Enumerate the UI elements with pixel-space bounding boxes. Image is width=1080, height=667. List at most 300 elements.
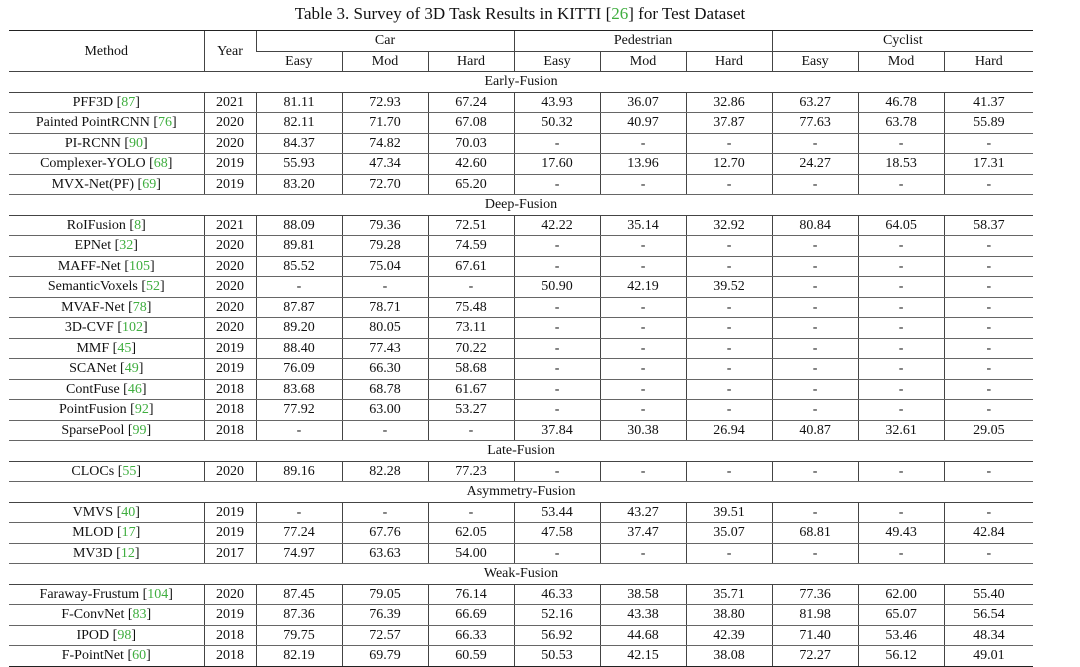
value-cell: -: [858, 543, 944, 564]
value-cell: 62.05: [428, 523, 514, 544]
value-cell: 53.27: [428, 400, 514, 421]
value-cell: -: [944, 400, 1033, 421]
year-cell: 2018: [204, 400, 256, 421]
value-cell: 56.12: [858, 646, 944, 667]
value-cell: 37.84: [514, 420, 600, 441]
value-cell: 72.51: [428, 215, 514, 236]
citation-link[interactable]: 104: [147, 586, 169, 602]
citation-close-bracket: ]: [135, 94, 140, 110]
value-cell: 35.07: [686, 523, 772, 544]
value-cell: -: [858, 277, 944, 298]
method-name: F-ConvNet: [61, 607, 125, 623]
citation-close-bracket: ]: [143, 135, 148, 151]
value-cell: 88.40: [256, 338, 342, 359]
year-cell: 2020: [204, 256, 256, 277]
year-cell: 2020: [204, 133, 256, 154]
header-year: Year: [204, 31, 256, 72]
value-cell: 87.36: [256, 605, 342, 626]
method-cell: [9, 461, 204, 482]
method-name: MVX-Net(PF): [51, 176, 135, 192]
method-cell: [9, 625, 204, 646]
value-cell: 72.57: [342, 625, 428, 646]
value-cell: 12.70: [686, 154, 772, 175]
value-cell: -: [858, 297, 944, 318]
value-cell: 83.20: [256, 174, 342, 195]
table-row: [9, 113, 1033, 134]
year-cell: 2019: [204, 338, 256, 359]
value-cell: -: [514, 133, 600, 154]
value-cell: 71.70: [342, 113, 428, 134]
value-cell: -: [944, 256, 1033, 277]
value-cell: 50.90: [514, 277, 600, 298]
value-cell: -: [514, 174, 600, 195]
value-cell: -: [944, 318, 1033, 339]
method-name: Painted PointRCNN: [35, 115, 150, 131]
method-cell: [9, 256, 204, 277]
caption-citation[interactable]: 26: [611, 4, 629, 23]
value-cell: 55.93: [256, 154, 342, 175]
citation-link[interactable]: 68: [153, 156, 168, 172]
value-cell: 87.45: [256, 584, 342, 605]
year-cell: 2020: [204, 461, 256, 482]
value-cell: -: [600, 338, 686, 359]
value-cell: 73.11: [428, 318, 514, 339]
value-cell: 44.68: [600, 625, 686, 646]
value-cell: 55.40: [944, 584, 1033, 605]
value-cell: 77.92: [256, 400, 342, 421]
value-cell: 76.09: [256, 359, 342, 380]
citation-link[interactable]: 46: [127, 381, 142, 397]
value-cell: 67.61: [428, 256, 514, 277]
value-cell: 70.22: [428, 338, 514, 359]
method-name: IPOD: [76, 627, 110, 643]
header-pedestrian-mod: Mod: [600, 51, 686, 72]
value-cell: -: [600, 318, 686, 339]
value-cell: -: [858, 133, 944, 154]
header-car-hard: Hard: [428, 51, 514, 72]
value-cell: -: [600, 297, 686, 318]
value-cell: 72.70: [342, 174, 428, 195]
value-cell: -: [772, 461, 858, 482]
value-cell: 42.39: [686, 625, 772, 646]
value-cell: -: [944, 543, 1033, 564]
method-cell: [9, 277, 204, 298]
value-cell: 67.08: [428, 113, 514, 134]
value-cell: 43.38: [600, 605, 686, 626]
method-cell: [9, 338, 204, 359]
value-cell: 72.93: [342, 92, 428, 113]
caption-suffix: ] for Test Dataset: [628, 4, 746, 23]
citation-close-bracket: ]: [148, 402, 154, 418]
value-cell: 26.94: [686, 420, 772, 441]
value-cell: -: [858, 236, 944, 257]
method-name: EPNet: [74, 238, 112, 254]
citation-close-bracket: ]: [167, 156, 173, 172]
value-cell: 35.14: [600, 215, 686, 236]
citation-link[interactable]: 32: [119, 238, 134, 254]
citation-link[interactable]: 83: [132, 607, 147, 623]
value-cell: -: [772, 318, 858, 339]
value-cell: -: [514, 359, 600, 380]
value-cell: -: [772, 379, 858, 400]
citation-link[interactable]: 99: [132, 422, 147, 438]
citation-close-bracket: ]: [131, 627, 136, 643]
value-cell: 66.30: [342, 359, 428, 380]
value-cell: -: [600, 236, 686, 257]
citation-open-bracket: [: [109, 627, 118, 643]
citation-link[interactable]: 60: [132, 648, 147, 664]
year-cell: 2018: [204, 379, 256, 400]
value-cell: 75.48: [428, 297, 514, 318]
value-cell: 42.84: [944, 523, 1033, 544]
value-cell: -: [428, 420, 514, 441]
value-cell: 82.28: [342, 461, 428, 482]
year-cell: 2020: [204, 236, 256, 257]
value-cell: 50.32: [514, 113, 600, 134]
citation-link[interactable]: 78: [132, 299, 147, 315]
citation-close-bracket: ]: [143, 320, 148, 336]
citation-open-bracket: [: [116, 361, 125, 377]
method-name: PFF3D: [72, 94, 114, 110]
table-row: [9, 277, 1033, 298]
table-row: [9, 92, 1033, 113]
value-cell: 53.46: [858, 625, 944, 646]
value-cell: 66.69: [428, 605, 514, 626]
header-car-easy: Easy: [256, 51, 342, 72]
section-row: [9, 441, 1033, 462]
value-cell: 56.92: [514, 625, 600, 646]
citation-close-bracket: ]: [133, 238, 138, 254]
citation-link[interactable]: 105: [129, 258, 150, 274]
method-cell: [9, 605, 204, 626]
citation-open-bracket: [: [137, 279, 146, 295]
value-cell: 67.24: [428, 92, 514, 113]
value-cell: -: [944, 236, 1033, 257]
value-cell: 63.27: [772, 92, 858, 113]
value-cell: -: [772, 338, 858, 359]
method-name: MVAF-Net: [61, 299, 125, 315]
value-cell: -: [772, 277, 858, 298]
value-cell: 42.22: [514, 215, 600, 236]
citation-close-bracket: ]: [171, 115, 177, 131]
value-cell: 88.09: [256, 215, 342, 236]
value-cell: 64.05: [858, 215, 944, 236]
value-cell: 85.52: [256, 256, 342, 277]
section-row: [9, 195, 1033, 216]
citation-link[interactable]: 92: [134, 402, 149, 418]
value-cell: 40.87: [772, 420, 858, 441]
value-cell: -: [858, 461, 944, 482]
value-cell: 42.19: [600, 277, 686, 298]
citation-link[interactable]: 69: [142, 176, 157, 192]
value-cell: 53.44: [514, 502, 600, 523]
value-cell: 66.33: [428, 625, 514, 646]
table-row: [9, 625, 1033, 646]
method-name: F-PointNet: [61, 648, 124, 664]
header-cyclist-mod: Mod: [858, 51, 944, 72]
value-cell: -: [858, 400, 944, 421]
header-group-pedestrian: Pedestrian: [514, 31, 772, 52]
value-cell: 46.33: [514, 584, 600, 605]
value-cell: 47.58: [514, 523, 600, 544]
citation-open-bracket: [: [126, 402, 135, 418]
value-cell: 63.78: [858, 113, 944, 134]
value-cell: -: [772, 502, 858, 523]
method-name: MLOD: [72, 525, 114, 541]
results-table: [9, 30, 1033, 667]
value-cell: 37.87: [686, 113, 772, 134]
method-cell: [9, 154, 204, 175]
value-cell: -: [944, 133, 1033, 154]
citation-close-bracket: ]: [146, 607, 152, 623]
method-name: CLOCs: [71, 463, 115, 479]
value-cell: -: [686, 359, 772, 380]
value-cell: -: [772, 400, 858, 421]
value-cell: -: [514, 338, 600, 359]
citation-close-bracket: ]: [136, 463, 142, 479]
value-cell: 42.15: [600, 646, 686, 667]
section-row: [9, 564, 1033, 585]
citation-link[interactable]: 45: [117, 340, 132, 356]
citation-link[interactable]: 52: [145, 279, 160, 295]
year-cell: 2018: [204, 420, 256, 441]
value-cell: 76.39: [342, 605, 428, 626]
method-cell: [9, 318, 204, 339]
method-name: ContFuse: [65, 381, 120, 397]
year-cell: 2017: [204, 543, 256, 564]
citation-open-bracket: [: [125, 217, 135, 233]
table-row: [9, 420, 1033, 441]
value-cell: -: [858, 359, 944, 380]
header-group-cyclist: Cyclist: [772, 31, 1033, 52]
value-cell: -: [772, 256, 858, 277]
header-group-car: Car: [256, 31, 514, 52]
citation-link[interactable]: 17: [121, 525, 136, 541]
method-cell: [9, 543, 204, 564]
citation-close-bracket: ]: [141, 381, 147, 397]
value-cell: -: [428, 502, 514, 523]
value-cell: 81.98: [772, 605, 858, 626]
section-title: Early-Fusion: [9, 72, 1033, 93]
method-name: PI-RCNN: [64, 135, 121, 151]
value-cell: -: [772, 297, 858, 318]
citation-open-bracket: [: [113, 504, 122, 520]
value-cell: -: [944, 277, 1033, 298]
header-car-mod: Mod: [342, 51, 428, 72]
value-cell: -: [772, 543, 858, 564]
value-cell: -: [772, 236, 858, 257]
year-cell: 2020: [204, 297, 256, 318]
table-row: [9, 605, 1033, 626]
method-name: 3D-CVF: [64, 320, 114, 336]
value-cell: 38.58: [600, 584, 686, 605]
value-cell: -: [772, 133, 858, 154]
value-cell: 72.27: [772, 646, 858, 667]
table-row: [9, 379, 1033, 400]
value-cell: -: [514, 236, 600, 257]
citation-link[interactable]: 55: [122, 463, 137, 479]
section-title: Asymmetry-Fusion: [9, 482, 1033, 503]
citation-close-bracket: ]: [141, 217, 146, 233]
year-cell: 2019: [204, 523, 256, 544]
citation-link[interactable]: 40: [121, 504, 136, 520]
citation-link[interactable]: 90: [129, 135, 143, 151]
value-cell: -: [514, 543, 600, 564]
value-cell: 32.86: [686, 92, 772, 113]
value-cell: 77.63: [772, 113, 858, 134]
header-method: Method: [9, 31, 204, 72]
value-cell: -: [514, 400, 600, 421]
value-cell: 77.43: [342, 338, 428, 359]
value-cell: 42.60: [428, 154, 514, 175]
value-cell: 43.27: [600, 502, 686, 523]
value-cell: 46.78: [858, 92, 944, 113]
citation-close-bracket: ]: [146, 422, 152, 438]
citation-link[interactable]: 98: [117, 627, 132, 643]
citation-close-bracket: ]: [150, 258, 155, 274]
value-cell: 74.59: [428, 236, 514, 257]
value-cell: -: [600, 400, 686, 421]
citation-close-bracket: ]: [138, 361, 144, 377]
value-cell: 30.38: [600, 420, 686, 441]
citation-open-bracket: [: [120, 135, 129, 151]
citation-close-bracket: ]: [146, 648, 151, 664]
value-cell: -: [428, 277, 514, 298]
value-cell: -: [686, 133, 772, 154]
citation-open-bracket: [: [123, 648, 133, 664]
value-cell: -: [514, 379, 600, 400]
value-cell: 38.08: [686, 646, 772, 667]
table-row: [9, 338, 1033, 359]
citation-link[interactable]: 12: [120, 545, 135, 561]
citation-link[interactable]: 102: [122, 320, 143, 336]
year-cell: 2020: [204, 113, 256, 134]
value-cell: -: [686, 174, 772, 195]
year-cell: 2021: [204, 215, 256, 236]
method-cell: [9, 92, 204, 113]
citation-link[interactable]: 49: [124, 361, 139, 377]
citation-open-bracket: [: [124, 607, 133, 623]
method-name: Faraway-Frustum: [39, 586, 140, 602]
value-cell: 74.97: [256, 543, 342, 564]
value-cell: -: [514, 256, 600, 277]
value-cell: -: [858, 318, 944, 339]
value-cell: -: [686, 400, 772, 421]
year-cell: 2020: [204, 277, 256, 298]
citation-link[interactable]: 87: [121, 94, 136, 110]
citation-link[interactable]: 8: [134, 217, 142, 233]
value-cell: 70.03: [428, 133, 514, 154]
value-cell: -: [600, 256, 686, 277]
value-cell: 79.75: [256, 625, 342, 646]
method-cell: [9, 646, 204, 667]
method-name: SCANet: [69, 361, 117, 377]
value-cell: 52.16: [514, 605, 600, 626]
year-cell: 2018: [204, 625, 256, 646]
value-cell: 29.05: [944, 420, 1033, 441]
value-cell: 62.00: [858, 584, 944, 605]
value-cell: -: [858, 502, 944, 523]
table-body: [9, 72, 1033, 667]
section-title: Weak-Fusion: [9, 564, 1033, 585]
value-cell: -: [944, 338, 1033, 359]
value-cell: -: [600, 461, 686, 482]
value-cell: -: [600, 543, 686, 564]
value-cell: 77.24: [256, 523, 342, 544]
citation-link[interactable]: 76: [157, 115, 172, 131]
citation-close-bracket: ]: [156, 176, 161, 192]
value-cell: 78.71: [342, 297, 428, 318]
value-cell: -: [686, 256, 772, 277]
table-row: [9, 502, 1033, 523]
value-cell: 82.19: [256, 646, 342, 667]
citation-close-bracket: ]: [135, 525, 141, 541]
value-cell: -: [686, 379, 772, 400]
table-row: [9, 523, 1033, 544]
value-cell: 74.82: [342, 133, 428, 154]
value-cell: 13.96: [600, 154, 686, 175]
value-cell: 65.20: [428, 174, 514, 195]
table-row: [9, 461, 1033, 482]
value-cell: -: [686, 318, 772, 339]
value-cell: 65.07: [858, 605, 944, 626]
method-name: Complexer-YOLO: [40, 156, 146, 172]
value-cell: 18.53: [858, 154, 944, 175]
value-cell: 58.37: [944, 215, 1033, 236]
table-row: [9, 154, 1033, 175]
value-cell: -: [944, 502, 1033, 523]
value-cell: 32.92: [686, 215, 772, 236]
table-row: [9, 318, 1033, 339]
method-cell: [9, 297, 204, 318]
value-cell: 61.67: [428, 379, 514, 400]
value-cell: 84.37: [256, 133, 342, 154]
method-cell: [9, 523, 204, 544]
value-cell: 37.47: [600, 523, 686, 544]
value-cell: 56.54: [944, 605, 1033, 626]
value-cell: 67.76: [342, 523, 428, 544]
value-cell: -: [858, 256, 944, 277]
method-name: RoIFusion: [66, 217, 126, 233]
method-cell: [9, 359, 204, 380]
table-row: [9, 646, 1033, 667]
value-cell: 48.34: [944, 625, 1033, 646]
section-title: Late-Fusion: [9, 441, 1033, 462]
value-cell: -: [600, 379, 686, 400]
year-cell: 2019: [204, 174, 256, 195]
header-cyclist-easy: Easy: [772, 51, 858, 72]
citation-open-bracket: [: [145, 156, 154, 172]
value-cell: 40.97: [600, 113, 686, 134]
table-row: [9, 236, 1033, 257]
citation-open-bracket: [: [112, 545, 121, 561]
method-cell: [9, 584, 204, 605]
value-cell: -: [686, 297, 772, 318]
citation-open-bracket: [: [124, 299, 133, 315]
value-cell: 50.53: [514, 646, 600, 667]
citation-open-bracket: [: [111, 238, 120, 254]
value-cell: -: [600, 174, 686, 195]
value-cell: -: [514, 461, 600, 482]
value-cell: 79.05: [342, 584, 428, 605]
method-name: SemanticVoxels: [47, 279, 138, 295]
method-cell: [9, 133, 204, 154]
year-cell: 2020: [204, 584, 256, 605]
header-cyclist-hard: Hard: [944, 51, 1033, 72]
value-cell: 63.00: [342, 400, 428, 421]
value-cell: 76.14: [428, 584, 514, 605]
citation-open-bracket: [: [139, 586, 148, 602]
